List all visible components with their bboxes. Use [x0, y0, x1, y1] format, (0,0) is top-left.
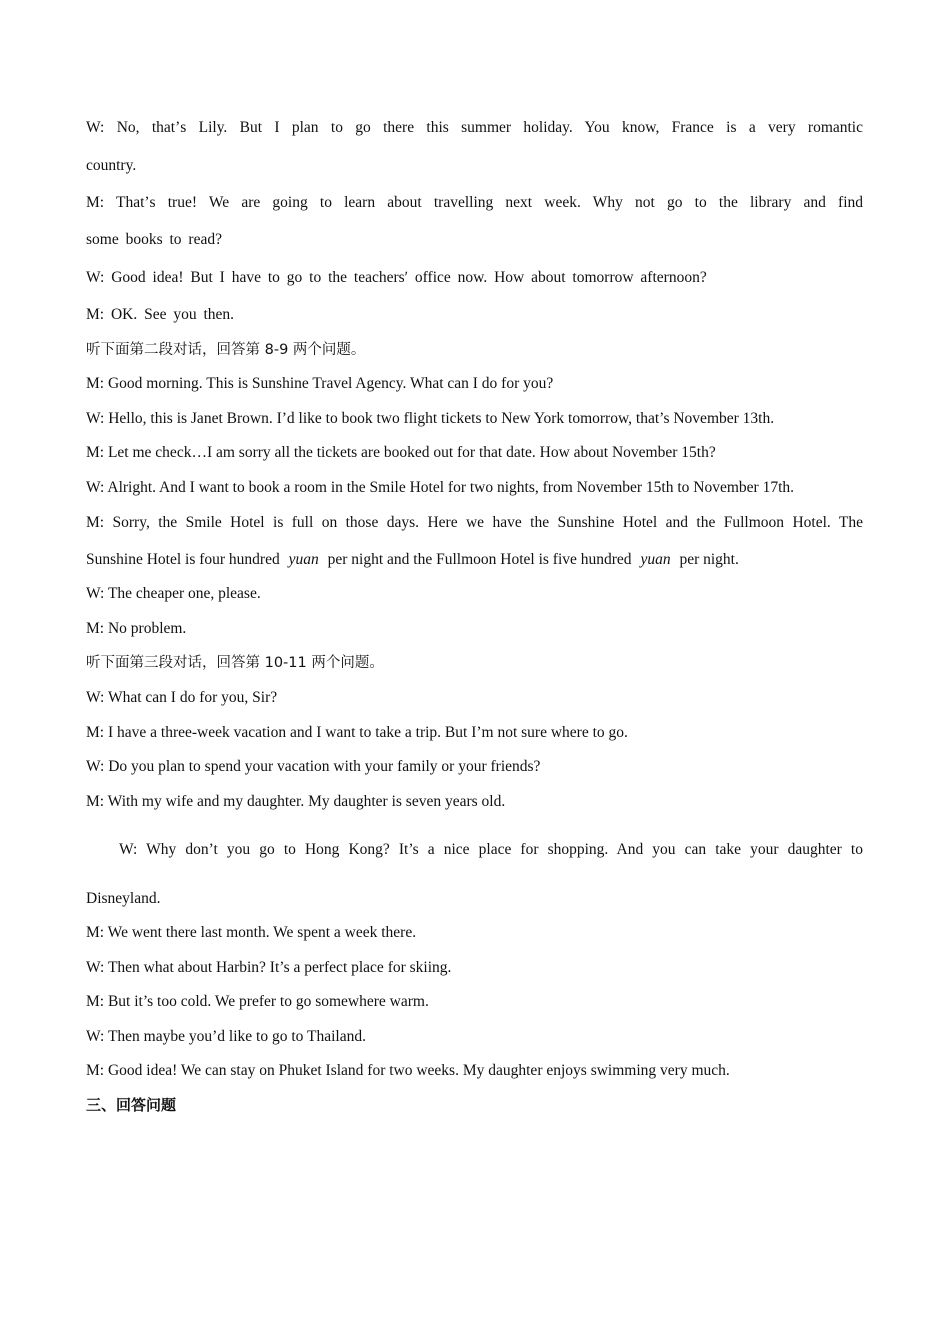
dialogue3-line-5-continued: Disneyland.	[86, 890, 161, 907]
dialogue3-line-7: W: Then what about Harbin? It’s a perfect place for skiing.	[86, 959, 452, 976]
dialogue2-line-1: M: Good morning. This is Sunshine Travel Agency. What can I do for you?	[86, 375, 554, 392]
dialogue3-line-2: M: I have a three-week vacation and I want to take a trip. But I’m not sure where to go.	[86, 724, 628, 741]
dialogue1-line-2: M: Thatʼs true! We are going to learn about travelling next week. Why not go to the library and find	[86, 194, 863, 211]
dialogue3-line-1: W: What can I do for you, Sir?	[86, 689, 278, 706]
dialogue2-line-5-continued	[86, 550, 863, 570]
dialogue3-line-3: W: Do you plan to spend your vacation with your family or your friends?	[86, 758, 541, 775]
dialogue2-line-2: W: Hello, this is Janet Brown. I’d like to book two flight tickets to New York tomorrow, that’s November 13th.	[86, 410, 775, 427]
dialogue3-line-10: M: Good idea! We can stay on Phuket Island for two weeks. My daughter enjoys swimming very much.	[86, 1062, 730, 1079]
dialogue1-line-3: W: Good idea! But I have to go to the teachersʹ office now. How about tomorrow afternoon?	[86, 269, 707, 286]
yuan-word-1: yuan	[288, 551, 319, 568]
dialogue3-line-9: W: Then maybe you’d like to go to Thailand.	[86, 1028, 366, 1045]
dialogue3-line-8: M: But it’s too cold. We prefer to go somewhere warm.	[86, 993, 429, 1010]
dialogue1-line-1: W: No, thatʼs Lily. But I plan to go there this summer holiday. You know, France is a very romantic	[86, 119, 863, 136]
dialogue2-line-5-part-b: per night and the Fullmoon Hotel is five hundred	[327, 551, 632, 568]
dialogue2-line-7: M: No problem.	[86, 620, 187, 637]
dialogue3-line-6: M: We went there last month. We spent a week there.	[86, 924, 417, 941]
yuan-word-2: yuan	[640, 551, 671, 568]
dialogue1-line-1-continued: country.	[86, 157, 137, 174]
dialogue2-line-5-part-c: per night.	[679, 551, 739, 568]
dialogue1-line-4: M: OK. See you then.	[86, 306, 235, 323]
dialogue1-line-2-continued: some books to read?	[86, 231, 222, 248]
dialogue2-heading: 听下面第二段对话，回答第 8-9 两个问题。	[86, 342, 366, 358]
dialogue3-line-5: W: Why don’t you go to Hong Kong? It’s a nice place for shopping. And you can take your daughter to	[119, 841, 863, 858]
dialogue2-line-6: W: The cheaper one, please.	[86, 585, 261, 602]
dialogue2-line-5: M: Sorry, the Smile Hotel is full on those days. Here we have the Sunshine Hotel and the Fullmoon Hotel. The	[86, 514, 863, 531]
section-3-title: 三、回答问题	[86, 1096, 177, 1114]
dialogue3-heading: 听下面第三段对话，回答第 10-11 两个问题。	[86, 655, 384, 671]
dialogue2-line-4: W: Alright. And I want to book a room in the Smile Hotel for two nights, from November 15th to November 17th.	[86, 479, 795, 496]
dialogue2-line-5-part-a: Sunshine Hotel is four hundred	[86, 551, 280, 568]
dialogue2-line-3: M: Let me check…I am sorry all the tickets are booked out for that date. How about November 15th?	[86, 444, 716, 461]
dialogue3-line-4: M: With my wife and my daughter. My daughter is seven years old.	[86, 793, 506, 810]
